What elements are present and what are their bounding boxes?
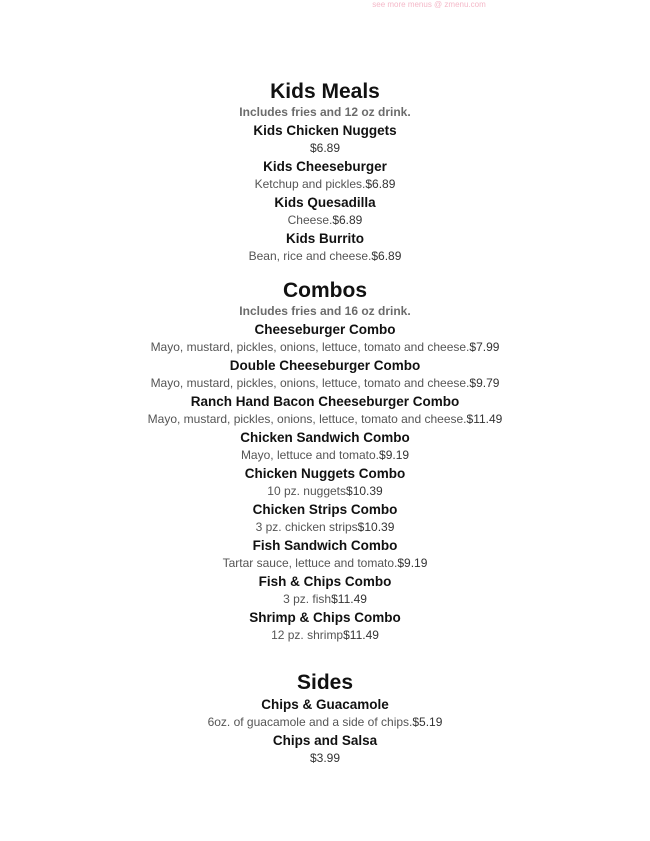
- item-line: [0, 248, 650, 265]
- item-description: Tartar sauce, lettuce and tomato.: [222, 556, 398, 570]
- item-description: Mayo, mustard, pickles, onions, lettuce, tomato and cheese.: [147, 412, 467, 426]
- item-description: Mayo, mustard, pickles, onions, lettuce, tomato and cheese.: [150, 376, 470, 390]
- item-line: [0, 375, 650, 392]
- item-line: [0, 176, 650, 193]
- item-name: Chips and Salsa: [272, 733, 378, 748]
- item-name: Chicken Sandwich Combo: [240, 430, 410, 445]
- item-name: Shrimp & Chips Combo: [249, 610, 401, 625]
- item-line: [0, 750, 650, 767]
- section-title: Combos: [283, 279, 367, 302]
- item-description: 6oz. of guacamole and a side of chips.: [207, 715, 413, 729]
- item-price: $9.19: [379, 448, 410, 462]
- item-name: Fish & Chips Combo: [258, 574, 392, 589]
- watermark: see more menus @ zmenu.com: [372, 0, 486, 9]
- item-name: Double Cheeseburger Combo: [229, 358, 421, 373]
- section-title: Sides: [296, 671, 354, 694]
- item-line: [0, 339, 650, 356]
- item-line: [0, 447, 650, 464]
- item-price: $10.39: [357, 520, 395, 534]
- item-price: $6.89: [371, 249, 402, 263]
- item-name: Kids Burrito: [285, 231, 364, 246]
- section-sides: [0, 670, 650, 767]
- item-name: Kids Quesadilla: [274, 195, 376, 210]
- item-description: 3 pz. chicken strips: [255, 520, 358, 534]
- item-price: $11.49: [331, 592, 367, 606]
- item-line: [0, 519, 650, 536]
- item-name: Cheeseburger Combo: [254, 322, 396, 337]
- item-price: $6.89: [332, 213, 363, 227]
- section-note: Includes fries and 16 oz drink.: [239, 304, 411, 318]
- item-description: Ketchup and pickles.: [254, 177, 366, 191]
- item-price: $9.19: [397, 556, 428, 570]
- item-description: 12 pz. shrimp: [271, 628, 344, 642]
- item-name: Chicken Nuggets Combo: [244, 466, 406, 481]
- section-title: Kids Meals: [270, 80, 380, 103]
- item-price: $7.99: [469, 340, 500, 354]
- section-note: Includes fries and 12 oz drink.: [239, 105, 411, 119]
- item-line: [0, 627, 650, 644]
- item-name: Ranch Hand Bacon Cheeseburger Combo: [190, 394, 460, 409]
- item-line: [0, 483, 650, 500]
- item-description: 3 pz. fish: [283, 592, 332, 606]
- item-line: [0, 555, 650, 572]
- item-price: $9.79: [469, 376, 500, 390]
- item-line: [0, 140, 650, 157]
- item-price: $6.89: [309, 141, 341, 155]
- item-name: Kids Cheeseburger: [263, 159, 387, 174]
- item-line: [0, 714, 650, 731]
- item-price: $5.19: [412, 715, 443, 729]
- item-price: $11.49: [343, 628, 379, 642]
- item-description: Bean, rice and cheese.: [248, 249, 372, 263]
- item-line: [0, 591, 650, 608]
- item-name: Kids Chicken Nuggets: [253, 123, 397, 138]
- item-description: 10 pz. nuggets: [267, 484, 347, 498]
- item-price: $6.89: [365, 177, 396, 191]
- item-name: Fish Sandwich Combo: [252, 538, 398, 553]
- item-description: Mayo, mustard, pickles, onions, lettuce, tomato and cheese.: [150, 340, 470, 354]
- item-description: Cheese.: [287, 213, 333, 227]
- section-kids-meals: [0, 79, 650, 265]
- item-price: $11.49: [466, 412, 503, 426]
- item-description: Mayo, lettuce and tomato.: [240, 448, 380, 462]
- item-line: [0, 212, 650, 229]
- item-name: Chips & Guacamole: [261, 697, 389, 712]
- item-line: [0, 411, 650, 428]
- item-name: Chicken Strips Combo: [252, 502, 398, 517]
- item-price: $3.99: [309, 751, 341, 765]
- item-price: $10.39: [346, 484, 383, 498]
- section-combos: [0, 278, 650, 644]
